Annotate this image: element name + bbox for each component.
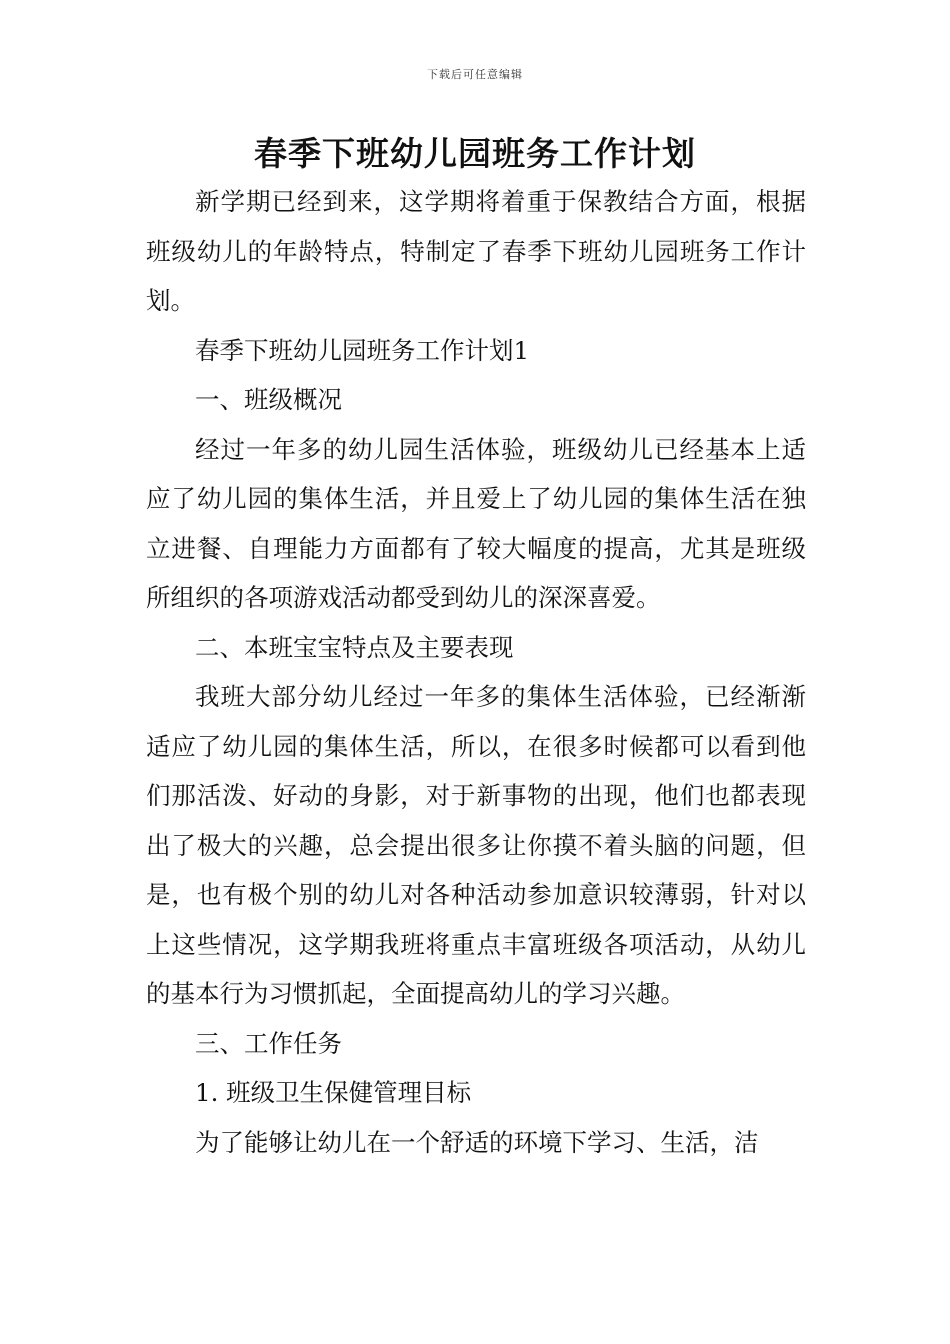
plan-subtitle: 春季下班幼儿园班务工作计划1 bbox=[195, 335, 530, 365]
class-overview-paragraph: 经过一年多的幼儿园生活体验，班级幼儿已经基本上适应了幼儿园的集体生活，并且爱上了幼儿园的集体生活在独立进餐、自理能力方面都有了较大幅度的提高，尤其是班级所组织的各项游戏活动都受到幼儿的深深喜爱。 bbox=[146, 434, 806, 612]
document-body bbox=[146, 177, 806, 1167]
section-heading-work-tasks: 三、工作任务 bbox=[195, 1028, 342, 1058]
document-title: 春季下班幼儿园班务工作计划 bbox=[254, 134, 696, 173]
children-traits-paragraph: 我班大部分幼儿经过一年多的集体生活体验，已经渐渐适应了幼儿园的集体生活，所以，在很多时候都可以看到他们那活泼、好动的身影，对于新事物的出现，他们也都表现出了极大的兴趣，总会提出很多让你摸不着头脑的问题，但是，也有极个别的幼儿对各种活动参加意识较薄弱，针对以上这些情况，这学期我班将重点丰富班级各项活动，从幼儿的基本行为习惯抓起，全面提高幼儿的学习兴趣。 bbox=[146, 682, 806, 1008]
intro-paragraph: 新学期已经到来，这学期将着重于保教结合方面，根据班级幼儿的年龄特点，特制定了春季下班幼儿园班务工作计划。 bbox=[146, 187, 806, 315]
hygiene-paragraph: 为了能够让幼儿在一个舒适的环境下学习、生活，洁 bbox=[195, 1127, 759, 1157]
section-heading-class-overview: 一、班级概况 bbox=[195, 385, 342, 414]
section-heading-children-traits: 二、本班宝宝特点及主要表现 bbox=[195, 632, 514, 662]
header-note: 下载后可任意编辑 bbox=[427, 68, 523, 81]
subheading-hygiene-goals: 1. 班级卫生保健管理目标 bbox=[195, 1078, 472, 1107]
